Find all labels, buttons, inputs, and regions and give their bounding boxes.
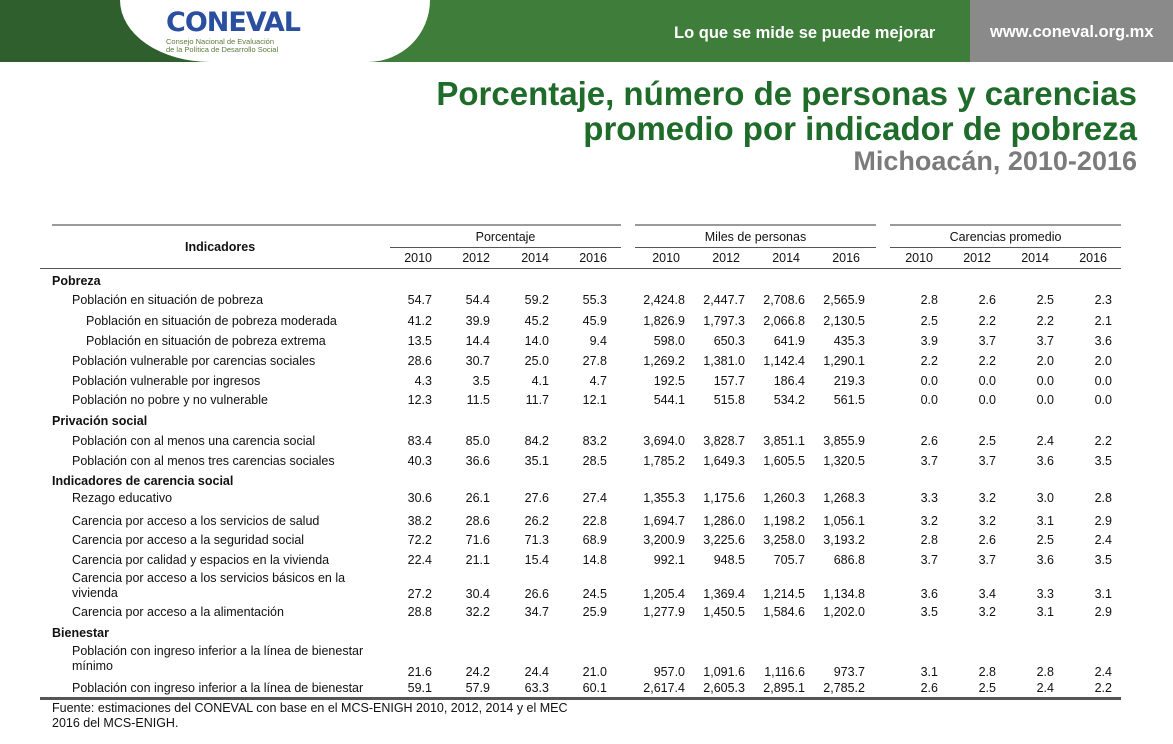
table-cell: 2,605.3 xyxy=(703,681,745,695)
table-cell: 1,286.0 xyxy=(703,514,745,528)
row-label-line: Indicadores de carencia social xyxy=(52,474,234,488)
table-cell: 41.2 xyxy=(407,314,432,328)
table-cell: 1,202.0 xyxy=(823,605,865,619)
row-label-line: Bienestar xyxy=(52,626,109,640)
table-cell: 30.6 xyxy=(407,491,432,505)
table-cell: 3.5 xyxy=(1094,454,1112,468)
table-cell: 2,617.4 xyxy=(643,681,685,695)
table-cell: 3.2 xyxy=(920,514,938,528)
table-cell: 59.1 xyxy=(407,681,432,695)
row-label xyxy=(72,605,284,620)
table-cell: 59.2 xyxy=(524,293,549,307)
table-cell: 14.4 xyxy=(465,334,490,348)
table-cell: 3.6 xyxy=(920,587,938,601)
table-bottom-rule xyxy=(40,697,1121,700)
table-cell: 11.5 xyxy=(466,393,490,407)
table-cell: 1,381.0 xyxy=(703,354,745,368)
section-label xyxy=(52,626,109,641)
table-cell: 45.9 xyxy=(582,314,607,328)
table-cell: 2,565.9 xyxy=(823,293,865,307)
table-cell: 973.7 xyxy=(833,665,865,679)
table-cell: 2,066.8 xyxy=(763,314,805,328)
year-header: 2014 xyxy=(1021,251,1049,265)
table-cell: 2.8 xyxy=(1036,665,1054,679)
table-cell: 3.2 xyxy=(978,514,996,528)
table-cell: 3,694.0 xyxy=(643,434,685,448)
group-header: Miles de personas xyxy=(704,230,807,244)
table-cell: 2.9 xyxy=(1094,514,1112,528)
table-cell: 28.6 xyxy=(407,354,432,368)
table-cell: 2.1 xyxy=(1094,314,1112,328)
group-top-rule xyxy=(390,224,621,226)
table-cell: 71.3 xyxy=(524,533,549,547)
table-cell: 24.4 xyxy=(524,665,549,679)
group-top-rule xyxy=(890,224,1121,226)
table-cell: 57.9 xyxy=(465,681,490,695)
table-cell: 3,828.7 xyxy=(703,434,745,448)
table-cell: 2.6 xyxy=(978,533,996,547)
row-label-line: Población vulnerable por carencias sociales xyxy=(72,354,316,368)
row-label-line: Pobreza xyxy=(52,274,101,288)
table-cell: 3.3 xyxy=(1036,587,1054,601)
year-header: 2016 xyxy=(832,251,860,265)
table-cell: 3.7 xyxy=(978,334,996,348)
header-rule xyxy=(40,268,1121,269)
table-cell: 2.6 xyxy=(920,434,938,448)
row-label-line: Población en situación de pobreza moderada xyxy=(86,314,337,328)
table-cell: 3.1 xyxy=(1036,514,1054,528)
table-cell: 14.0 xyxy=(524,334,549,348)
table-cell: 2.5 xyxy=(920,314,938,328)
table-cell: 561.5 xyxy=(833,393,865,407)
table-cell: 2.2 xyxy=(1094,434,1112,448)
table-cell: 2.9 xyxy=(1094,605,1112,619)
table-cell: 2.2 xyxy=(978,354,996,368)
row-label xyxy=(72,553,329,568)
table-cell: 1,116.6 xyxy=(764,665,805,679)
table-cell: 12.3 xyxy=(407,393,432,407)
table-cell: 598.0 xyxy=(653,334,685,348)
year-header: 2012 xyxy=(712,251,740,265)
row-label-line: Población vulnerable por ingresos xyxy=(72,374,261,388)
table-cell: 54.7 xyxy=(407,293,432,307)
table-cell: 1,205.4 xyxy=(643,587,685,601)
table-cell: 1,214.5 xyxy=(763,587,805,601)
table-cell: 192.5 xyxy=(653,374,685,388)
row-label-line: Carencia por acceso a la seguridad social xyxy=(72,533,305,547)
table-cell: 36.6 xyxy=(465,454,490,468)
section-label xyxy=(52,414,147,429)
year-header: 2016 xyxy=(1079,251,1107,265)
table-cell: 219.3 xyxy=(833,374,865,388)
table-cell: 1,605.5 xyxy=(763,454,805,468)
row-label-line: Carencia por acceso a la alimentación xyxy=(72,605,284,619)
table-cell: 3,225.6 xyxy=(703,533,745,547)
table-cell: 948.5 xyxy=(713,553,745,567)
table-cell: 3.1 xyxy=(920,665,938,679)
source-note: Fuente: estimaciones del CONEVAL con base en el MCS-ENIGH 2010, 2012, 2014 y el MEC 2016 del MCS-ENIGH. xyxy=(52,701,568,730)
table-cell: 1,826.9 xyxy=(643,314,685,328)
table-cell: 3.3 xyxy=(920,491,938,505)
table-cell: 3.1 xyxy=(1036,605,1054,619)
table-cell: 3,855.9 xyxy=(823,434,865,448)
year-header: 2016 xyxy=(579,251,607,265)
table-cell: 1,269.2 xyxy=(643,354,685,368)
table-cell: 544.1 xyxy=(653,393,685,407)
table-cell: 0.0 xyxy=(978,374,996,388)
table-cell: 30.4 xyxy=(465,587,490,601)
row-label xyxy=(72,454,335,469)
table-cell: 11.7 xyxy=(525,393,549,407)
table-cell: 27.4 xyxy=(582,491,607,505)
table-cell: 2.8 xyxy=(1094,491,1112,505)
table-cell: 34.7 xyxy=(524,605,549,619)
year-header: 2010 xyxy=(905,251,933,265)
table-cell: 68.9 xyxy=(582,533,607,547)
table-cell: 71.6 xyxy=(465,533,490,547)
table-cell: 2,424.8 xyxy=(643,293,685,307)
table-cell: 22.4 xyxy=(407,553,432,567)
table-cell: 2.0 xyxy=(1036,354,1054,368)
table-cell: 25.0 xyxy=(524,354,549,368)
table-cell: 957.0 xyxy=(653,665,685,679)
table-cell: 28.5 xyxy=(582,454,607,468)
table-cell: 1,797.3 xyxy=(703,314,745,328)
table-cell: 1,694.7 xyxy=(643,514,685,528)
table-cell: 650.3 xyxy=(713,334,745,348)
table-cell: 21.0 xyxy=(582,665,607,679)
row-label-line: Población con ingreso inferior a la línea de bienestar xyxy=(72,681,364,695)
row-label-line: Rezago educativo xyxy=(72,491,173,505)
table-cell: 21.6 xyxy=(407,665,432,679)
table-cell: 3.5 xyxy=(920,605,938,619)
row-label xyxy=(72,681,363,696)
table-cell: 24.2 xyxy=(465,665,490,679)
table-cell: 26.1 xyxy=(465,491,490,505)
table-cell: 39.9 xyxy=(465,314,490,328)
table-cell: 1,175.6 xyxy=(703,491,745,505)
table-cell: 4.7 xyxy=(589,374,607,388)
row-label xyxy=(72,374,260,389)
group-header: Porcentaje xyxy=(475,230,536,244)
table-cell: 72.2 xyxy=(407,533,432,547)
table-cell: 3,258.0 xyxy=(763,533,805,547)
table-cell: 27.6 xyxy=(524,491,549,505)
table-cell: 15.4 xyxy=(524,553,549,567)
table-cell: 705.7 xyxy=(773,553,805,567)
table-cell: 3,851.1 xyxy=(763,434,805,448)
table-cell: 2.6 xyxy=(978,293,996,307)
table-cell: 22.8 xyxy=(582,514,607,528)
table-cell: 3.4 xyxy=(978,587,996,601)
table-cell: 3,193.2 xyxy=(823,533,865,547)
table-cell: 1,134.8 xyxy=(823,587,865,601)
table-cell: 3.7 xyxy=(978,553,996,567)
table-cell: 0.0 xyxy=(1094,393,1112,407)
title-line-1: Porcentaje, número de personas y carencias xyxy=(436,75,1137,112)
table-cell: 13.5 xyxy=(407,334,432,348)
table-cell: 2,130.5 xyxy=(823,314,865,328)
table-cell: 2.5 xyxy=(1036,533,1054,547)
table-cell: 28.6 xyxy=(465,514,490,528)
table-cell: 35.1 xyxy=(524,454,549,468)
table-cell: 3.5 xyxy=(472,374,490,388)
table-cell: 534.2 xyxy=(773,393,805,407)
row-label-line: Población no pobre y no vulnerable xyxy=(72,393,268,407)
table-cell: 63.3 xyxy=(524,681,549,695)
table-cell: 38.2 xyxy=(407,514,432,528)
table-cell: 3.6 xyxy=(1036,454,1054,468)
row-label xyxy=(72,393,268,408)
table-cell: 27.8 xyxy=(582,354,607,368)
table-cell: 2.5 xyxy=(1036,293,1054,307)
table-cell: 32.2 xyxy=(465,605,490,619)
logo-subtitle-2: de la Política de Desarrollo Social xyxy=(166,45,279,54)
table-cell: 0.0 xyxy=(920,374,938,388)
table-cell: 1,369.4 xyxy=(703,587,745,601)
row-label xyxy=(72,491,172,506)
table-cell: 2,785.2 xyxy=(823,681,865,695)
year-header: 2010 xyxy=(652,251,680,265)
table-cell: 3.7 xyxy=(920,454,938,468)
row-label-line: Privación social xyxy=(52,414,148,428)
table-cell: 2,895.1 xyxy=(763,681,805,695)
table-cell: 2.2 xyxy=(978,314,996,328)
row-label xyxy=(72,644,363,674)
table-cell: 3.1 xyxy=(1094,587,1112,601)
section-label xyxy=(52,274,101,289)
table-cell: 14.8 xyxy=(582,553,607,567)
row-label-line: Carencia por calidad y espacios en la vivienda xyxy=(72,553,330,567)
table-cell: 3.6 xyxy=(1094,334,1112,348)
table-cell: 3.9 xyxy=(920,334,938,348)
table-cell: 3.5 xyxy=(1094,553,1112,567)
table-cell: 2.4 xyxy=(1094,665,1112,679)
row-label xyxy=(72,514,319,529)
table-cell: 27.2 xyxy=(407,587,432,601)
row-label-line: Población con al menos una carencia social xyxy=(72,434,316,448)
table-cell: 2.4 xyxy=(1094,533,1112,547)
table-cell: 2.4 xyxy=(1036,434,1054,448)
table-cell: 2.2 xyxy=(920,354,938,368)
table-cell: 1,198.2 xyxy=(763,514,805,528)
indicator-column-header: Indicadores xyxy=(185,240,256,254)
table-cell: 2.5 xyxy=(978,681,996,695)
row-label xyxy=(72,571,345,601)
table-cell: 2.8 xyxy=(978,665,996,679)
row-label xyxy=(86,334,326,349)
table-cell: 12.1 xyxy=(582,393,607,407)
table-cell: 2,708.6 xyxy=(763,293,805,307)
table-cell: 157.7 xyxy=(713,374,745,388)
table-cell: 3.7 xyxy=(920,553,938,567)
table-cell: 2.2 xyxy=(1036,314,1054,328)
table-cell: 3.2 xyxy=(978,605,996,619)
table-cell: 28.8 xyxy=(407,605,432,619)
table-cell: 3.6 xyxy=(1036,553,1054,567)
table-cell: 2.8 xyxy=(920,533,938,547)
table-cell: 3.0 xyxy=(1036,491,1054,505)
table-cell: 641.9 xyxy=(773,334,805,348)
table-cell: 1,260.3 xyxy=(763,491,805,505)
row-label xyxy=(72,354,315,369)
table-cell: 2.5 xyxy=(978,434,996,448)
row-label-line: Población en situación de pobreza extrema xyxy=(86,334,326,348)
group-top-rule xyxy=(635,224,876,226)
year-header: 2012 xyxy=(963,251,991,265)
table-cell: 515.8 xyxy=(713,393,745,407)
table-cell: 84.2 xyxy=(524,434,549,448)
table-cell: 54.4 xyxy=(465,293,490,307)
table-cell: 3.2 xyxy=(978,491,996,505)
logo-wordmark: CONEVAL xyxy=(166,7,300,38)
row-label xyxy=(72,293,263,308)
title-line-2: promedio por indicador de pobreza xyxy=(583,110,1137,147)
page-title xyxy=(436,76,1137,146)
table-cell: 1,320.5 xyxy=(823,454,865,468)
table-cell: 1,355.3 xyxy=(643,491,685,505)
table-cell: 1,091.6 xyxy=(703,665,745,679)
table-cell: 435.3 xyxy=(833,334,865,348)
table-cell: 60.1 xyxy=(582,681,607,695)
table-cell: 1,450.5 xyxy=(703,605,745,619)
table-cell: 26.6 xyxy=(524,587,549,601)
table-cell: 85.0 xyxy=(465,434,490,448)
table-cell: 3.7 xyxy=(1036,334,1054,348)
table-cell: 1,290.1 xyxy=(823,354,865,368)
table-cell: 2.6 xyxy=(920,681,938,695)
group-rule xyxy=(890,247,1121,248)
table-cell: 0.0 xyxy=(1094,374,1112,388)
row-label-line: Población con al menos tres carencias sociales xyxy=(72,454,335,468)
table-cell: 2.8 xyxy=(920,293,938,307)
row-label-line-2: mínimo xyxy=(72,659,113,673)
table-cell: 992.1 xyxy=(653,553,685,567)
table-cell: 45.2 xyxy=(524,314,549,328)
indicator-top-rule xyxy=(52,224,390,226)
table-cell: 83.2 xyxy=(582,434,607,448)
row-label xyxy=(86,314,337,329)
year-header: 2010 xyxy=(404,251,432,265)
table-cell: 186.4 xyxy=(773,374,805,388)
table-cell: 0.0 xyxy=(978,393,996,407)
table-cell: 1,649.3 xyxy=(703,454,745,468)
group-rule xyxy=(635,247,876,248)
table-cell: 2,447.7 xyxy=(703,293,745,307)
table-cell: 1,785.2 xyxy=(643,454,685,468)
table-cell: 0.0 xyxy=(920,393,938,407)
group-rule xyxy=(390,247,621,248)
table-cell: 4.3 xyxy=(414,374,432,388)
table-cell: 1,268.3 xyxy=(823,491,865,505)
year-header: 2014 xyxy=(521,251,549,265)
table-cell: 2.4 xyxy=(1036,681,1054,695)
row-label-line: Carencia por acceso a los servicios básicos en la xyxy=(72,571,346,585)
table-cell: 9.4 xyxy=(589,334,607,348)
table-cell: 4.1 xyxy=(531,374,549,388)
table-cell: 3.7 xyxy=(978,454,996,468)
table-cell: 26.2 xyxy=(524,514,549,528)
row-label xyxy=(72,434,315,449)
table-cell: 40.3 xyxy=(407,454,432,468)
table-cell: 3,200.9 xyxy=(643,533,685,547)
slogan: Lo que se mide se puede mejorar xyxy=(674,24,936,42)
table-cell: 55.3 xyxy=(582,293,607,307)
table-cell: 1,142.4 xyxy=(763,354,805,368)
table-cell: 24.5 xyxy=(582,587,607,601)
table-cell: 1,277.9 xyxy=(643,605,685,619)
table-cell: 0.0 xyxy=(1036,374,1054,388)
table-cell: 2.0 xyxy=(1094,354,1112,368)
year-header: 2012 xyxy=(462,251,490,265)
row-label-line: Carencia por acceso a los servicios de salud xyxy=(72,514,320,528)
table-cell: 0.0 xyxy=(1036,393,1054,407)
row-label-line: Población con ingreso inferior a la línea de bienestar xyxy=(72,644,364,658)
section-label xyxy=(52,474,233,489)
page-subtitle: Michoacán, 2010-2016 xyxy=(853,146,1137,176)
table-cell: 83.4 xyxy=(407,434,432,448)
row-label xyxy=(72,533,304,548)
table-cell: 1,056.1 xyxy=(823,514,865,528)
group-header: Carencias promedio xyxy=(949,230,1062,244)
coneval-logo[interactable] xyxy=(166,8,306,58)
table-cell: 25.9 xyxy=(582,605,607,619)
table-cell: 686.8 xyxy=(833,553,865,567)
table-cell: 2.2 xyxy=(1094,681,1112,695)
website-link[interactable]: www.coneval.org.mx xyxy=(990,23,1154,41)
table-cell: 30.7 xyxy=(465,354,490,368)
table-cell: 1,584.6 xyxy=(763,605,805,619)
row-label-line: Población en situación de pobreza xyxy=(72,293,264,307)
row-label-line-2: vivienda xyxy=(72,586,118,600)
logo-subtitle-1: Consejo Nacional de Evaluación xyxy=(166,37,274,46)
table-cell: 21.1 xyxy=(465,553,490,567)
year-header: 2014 xyxy=(772,251,800,265)
table-cell: 2.3 xyxy=(1094,293,1112,307)
